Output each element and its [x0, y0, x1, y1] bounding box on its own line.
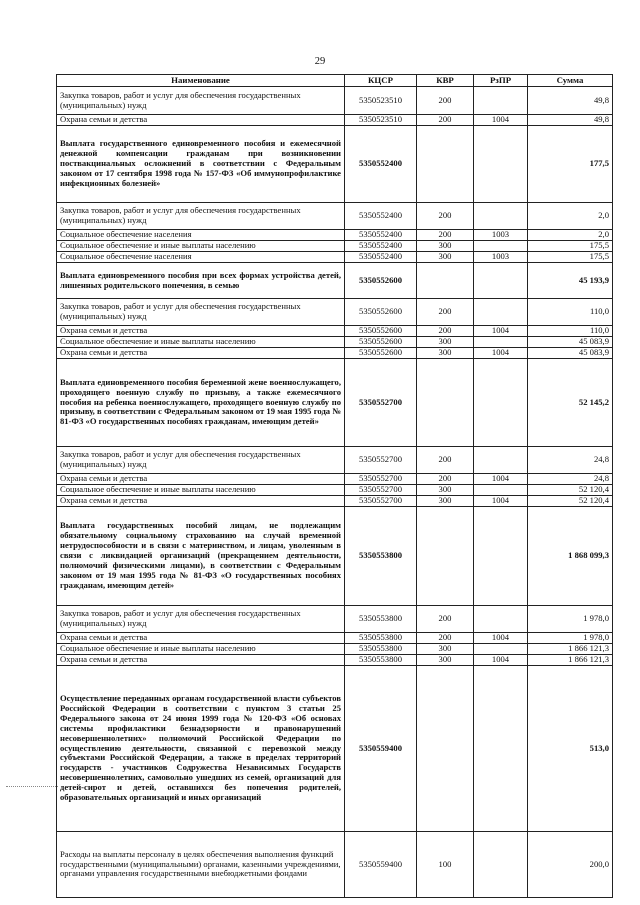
cell-kvr: 200 — [417, 299, 474, 326]
cell-sum: 2,0 — [528, 230, 613, 241]
table-row — [57, 474, 613, 485]
cell-sum: 1 866 121,3 — [528, 644, 613, 655]
cell-kvr: 200 — [417, 230, 474, 241]
cell-name: Закупка товаров, работ и услуг для обеспечения государственных (муниципальных) нужд — [57, 299, 345, 326]
cell-kvr: 200 — [417, 87, 474, 115]
cell-name: Закупка товаров, работ и услуг для обеспечения государственных (муниципальных) нужд — [57, 606, 345, 633]
table-row — [57, 299, 613, 326]
table-row — [57, 115, 613, 126]
cell-rzpr: 1004 — [474, 496, 528, 507]
table-body — [57, 87, 613, 898]
table-row-section — [57, 507, 613, 606]
cell-kvr: 200 — [417, 326, 474, 337]
table-row — [57, 203, 613, 230]
cell-kvr: 200 — [417, 115, 474, 126]
cell-rzpr — [474, 507, 528, 606]
budget-table — [56, 74, 613, 898]
cell-name: Охрана семьи и детства — [57, 115, 345, 126]
cell-kvr: 300 — [417, 655, 474, 666]
cell-code: 5350552400 — [345, 230, 417, 241]
cell-code: 5350552600 — [345, 263, 417, 299]
cell-name: Социальное обеспечение и иные выплаты населению — [57, 241, 345, 252]
cell-kvr: 300 — [417, 496, 474, 507]
cell-code: 5350559400 — [345, 832, 417, 898]
cell-kvr: 300 — [417, 241, 474, 252]
header-sum: Сумма — [528, 75, 613, 87]
cell-code: 5350552700 — [345, 474, 417, 485]
cell-kvr: 300 — [417, 337, 474, 348]
table-row — [57, 832, 613, 898]
cell-rzpr: 1004 — [474, 474, 528, 485]
cell-sum: 52 120,4 — [528, 485, 613, 496]
cell-name: Охрана семьи и детства — [57, 496, 345, 507]
table-row — [57, 326, 613, 337]
cell-sum: 52 145,2 — [528, 359, 613, 447]
table-header-row — [57, 75, 613, 87]
cell-name: Социальное обеспечение и иные выплаты населению — [57, 644, 345, 655]
cell-sum: 200,0 — [528, 832, 613, 898]
cell-code: 5350552600 — [345, 326, 417, 337]
table-row-section — [57, 126, 613, 203]
cell-rzpr — [474, 485, 528, 496]
cell-rzpr: 1004 — [474, 326, 528, 337]
table-row — [57, 655, 613, 666]
cell-rzpr — [474, 337, 528, 348]
cell-rzpr — [474, 126, 528, 203]
table-row — [57, 485, 613, 496]
cell-sum: 110,0 — [528, 326, 613, 337]
table-row — [57, 337, 613, 348]
cell-rzpr: 1003 — [474, 252, 528, 263]
cell-name: Социальное обеспечение и иные выплаты населению — [57, 337, 345, 348]
cell-sum: 1 868 099,3 — [528, 507, 613, 606]
cell-kvr: 300 — [417, 252, 474, 263]
cell-sum: 110,0 — [528, 299, 613, 326]
cell-rzpr — [474, 359, 528, 447]
cell-code: 5350559400 — [345, 666, 417, 832]
cell-name: Расходы на выплаты персоналу в целях обеспечения выполнения функций государственными (муниципальными) органами, казенными учреждениями, органами управления государственными внебюджетными фондами — [57, 832, 345, 898]
cell-code: 5350553800 — [345, 633, 417, 644]
cell-rzpr — [474, 644, 528, 655]
cell-kvr: 200 — [417, 203, 474, 230]
cell-sum: 45 193,9 — [528, 263, 613, 299]
cell-rzpr — [474, 263, 528, 299]
cell-kvr: 300 — [417, 485, 474, 496]
table-row — [57, 252, 613, 263]
cell-code: 5350552700 — [345, 496, 417, 507]
cell-code: 5350552400 — [345, 203, 417, 230]
cell-code: 5350552400 — [345, 252, 417, 263]
cell-code: 5350552600 — [345, 348, 417, 359]
cell-code: 5350553800 — [345, 507, 417, 606]
cell-code: 5350552600 — [345, 337, 417, 348]
table-row-section — [57, 666, 613, 832]
cell-kvr: 200 — [417, 474, 474, 485]
cell-code: 5350553800 — [345, 655, 417, 666]
cell-code: 5350552400 — [345, 241, 417, 252]
cell-rzpr — [474, 447, 528, 474]
cell-name: Охрана семьи и детства — [57, 474, 345, 485]
table-row — [57, 241, 613, 252]
cell-sum: 177,5 — [528, 126, 613, 203]
cell-kvr: 300 — [417, 644, 474, 655]
cell-name: Закупка товаров, работ и услуг для обеспечения государственных (муниципальных) нужд — [57, 447, 345, 474]
scan-artifact — [6, 786, 58, 791]
cell-rzpr: 1003 — [474, 230, 528, 241]
header-name: Наименование — [57, 75, 345, 87]
cell-rzpr — [474, 832, 528, 898]
cell-kvr — [417, 507, 474, 606]
table-row-section — [57, 263, 613, 299]
cell-name: Осуществление переданных органам государственной власти субъектов Российской Федерации в соответствии с пунктом 3 статьи 25 Федерального закона от 24 июня 1999 года № 120-ФЗ «Об основах системы профилактики безнадзорности и правонарушений несовершеннолетних» полномочий Российской Федерации по осуществлению деятельности, связанной с перевозкой между субъектами Российской Федерации, а также в пределах территорий государств - участников Содружества Независимых Государств несовершеннолетних, самовольно ушедших из семей, организаций для детей-сирот и детей, оставшихся без попечения родителей, образовательных организаций и иных организаций — [57, 666, 345, 832]
cell-kvr: 200 — [417, 606, 474, 633]
cell-rzpr: 1004 — [474, 633, 528, 644]
cell-sum: 175,5 — [528, 241, 613, 252]
cell-sum: 1 978,0 — [528, 606, 613, 633]
cell-code: 5350552400 — [345, 126, 417, 203]
cell-rzpr: 1004 — [474, 348, 528, 359]
cell-code: 5350552700 — [345, 485, 417, 496]
cell-sum: 513,0 — [528, 666, 613, 832]
cell-name: Выплата государственного единовременного пособия и ежемесячной денежной компенсации гражданам при возникновении поствакцинальных осложнений в соответствии с Федеральным законом от 17 сентября 1998 года № 157-ФЗ «Об иммунопрофилактике инфекционных болезней» — [57, 126, 345, 203]
cell-sum: 1 866 121,3 — [528, 655, 613, 666]
cell-sum: 45 083,9 — [528, 337, 613, 348]
cell-name: Закупка товаров, работ и услуг для обеспечения государственных (муниципальных) нужд — [57, 87, 345, 115]
cell-name: Закупка товаров, работ и услуг для обеспечения государственных (муниципальных) нужд — [57, 203, 345, 230]
cell-kvr: 100 — [417, 832, 474, 898]
cell-sum: 49,8 — [528, 87, 613, 115]
cell-kvr — [417, 126, 474, 203]
cell-rzpr — [474, 87, 528, 115]
table-row — [57, 87, 613, 115]
cell-rzpr — [474, 666, 528, 832]
cell-code: 5350552700 — [345, 359, 417, 447]
table-row — [57, 230, 613, 241]
cell-kvr: 200 — [417, 633, 474, 644]
cell-kvr — [417, 359, 474, 447]
cell-code: 5350553800 — [345, 606, 417, 633]
cell-rzpr — [474, 241, 528, 252]
cell-rzpr: 1004 — [474, 655, 528, 666]
table-row — [57, 644, 613, 655]
cell-name: Охрана семьи и детства — [57, 348, 345, 359]
cell-sum: 49,8 — [528, 115, 613, 126]
cell-name: Выплата единовременного пособия беременной жене военнослужащего, проходящего военную службу по призыву, а также ежемесячного пособия на ребенка военнослужащего, проходящего военную службу по призыву, в соответствии с Федеральным законом от 19 мая 1995 года № 81-ФЗ «О государственных пособиях гражданам, имеющим детей» — [57, 359, 345, 447]
cell-rzpr — [474, 203, 528, 230]
cell-code: 5350523510 — [345, 87, 417, 115]
cell-sum: 2,0 — [528, 203, 613, 230]
table-row — [57, 447, 613, 474]
table-row — [57, 348, 613, 359]
cell-sum: 24,8 — [528, 447, 613, 474]
cell-code: 5350523510 — [345, 115, 417, 126]
cell-code: 5350552600 — [345, 299, 417, 326]
cell-code: 5350552700 — [345, 447, 417, 474]
cell-name: Выплата единовременного пособия при всех формах устройства детей, лишенных родительского попечения, в семью — [57, 263, 345, 299]
cell-sum: 52 120,4 — [528, 496, 613, 507]
table-row — [57, 606, 613, 633]
cell-name: Охрана семьи и детства — [57, 655, 345, 666]
cell-name: Социальное обеспечение населения — [57, 230, 345, 241]
table-row — [57, 496, 613, 507]
table-row-section — [57, 359, 613, 447]
cell-sum: 1 978,0 — [528, 633, 613, 644]
cell-rzpr: 1004 — [474, 115, 528, 126]
cell-name: Охрана семьи и детства — [57, 633, 345, 644]
header-kvr: КВР — [417, 75, 474, 87]
cell-sum: 24,8 — [528, 474, 613, 485]
cell-sum: 45 083,9 — [528, 348, 613, 359]
cell-kvr — [417, 666, 474, 832]
cell-name: Охрана семьи и детства — [57, 326, 345, 337]
cell-name: Социальное обеспечение и иные выплаты населению — [57, 485, 345, 496]
cell-rzpr — [474, 606, 528, 633]
cell-kvr: 300 — [417, 348, 474, 359]
cell-kvr: 200 — [417, 447, 474, 474]
cell-name: Социальное обеспечение населения — [57, 252, 345, 263]
header-code: КЦСР — [345, 75, 417, 87]
page-number: 29 — [314, 56, 326, 67]
cell-sum: 175,5 — [528, 252, 613, 263]
cell-code: 5350553800 — [345, 644, 417, 655]
cell-name: Выплата государственных пособий лицам, не подлежащим обязательному социальному страхованию на случай временной нетрудоспособности и в связи с материнством, и лицам, уволенным в связи с ликвидацией организаций (прекращением деятельности, полномочий физическими лицами), в соответствии с Федеральным законом от 19 мая 1995 года № 81-ФЗ «О государственных пособиях гражданам, имеющим детей» — [57, 507, 345, 606]
cell-kvr — [417, 263, 474, 299]
cell-rzpr — [474, 299, 528, 326]
table-row — [57, 633, 613, 644]
header-rzpr: РзПР — [474, 75, 528, 87]
